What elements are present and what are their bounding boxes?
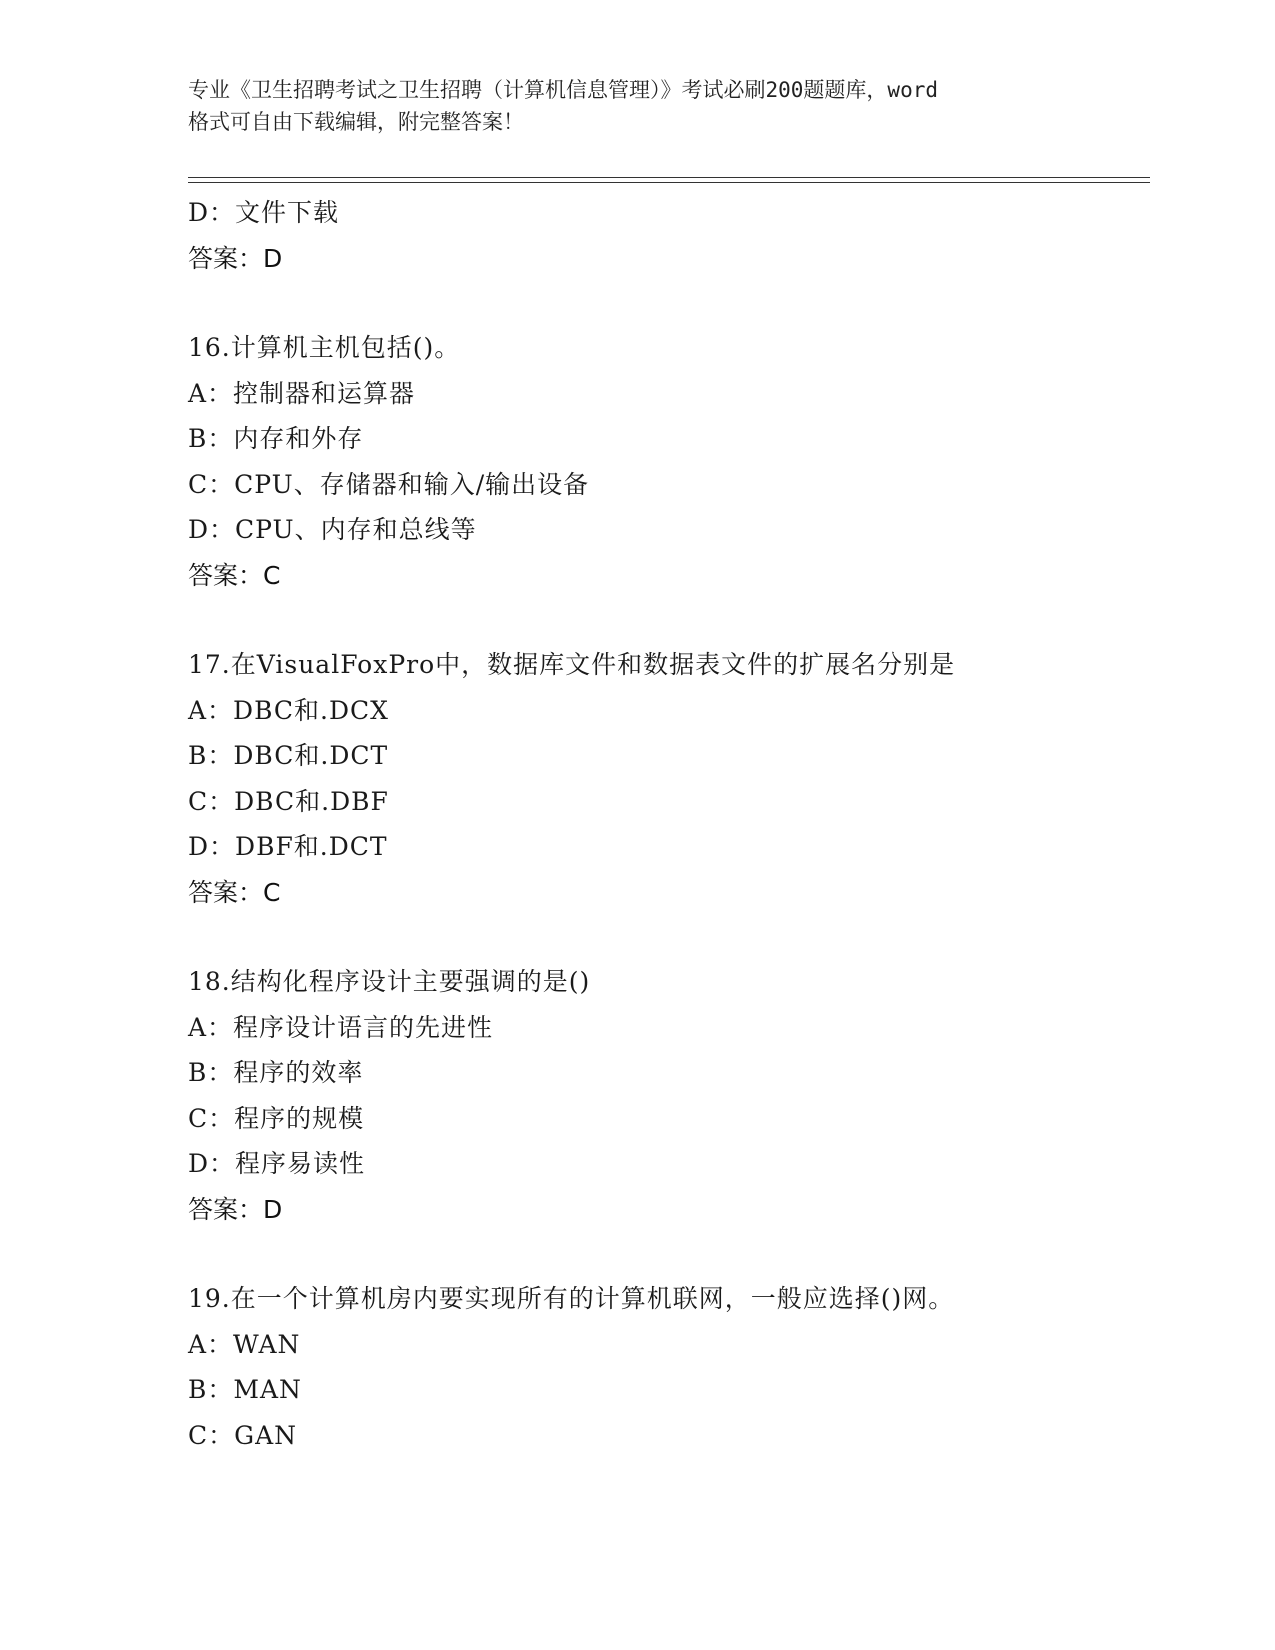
question-19 [188, 1276, 1148, 1458]
question-18 [188, 959, 1148, 1232]
option-c: C：DBC和.DBF [188, 786, 389, 816]
option-d: D：DBF和.DCT [188, 832, 388, 861]
option-c: C：程序的规模 [188, 1103, 365, 1133]
option-d: D：CPU、内存和总线等 [188, 515, 477, 544]
option-d: D：文件下载 [188, 198, 340, 227]
option-a: A：控制器和运算器 [188, 378, 416, 408]
option-a: A：WAN [188, 1329, 301, 1359]
header-line-2: 格式可自由下载编辑，附完整答案！ [188, 110, 524, 134]
question-stem: 17.在VisualFoxPro中，数据库文件和数据表文件的扩展名分别是 [188, 650, 956, 679]
question-stem: 16.计算机主机包括()。 [188, 333, 461, 362]
option-b: B：内存和外存 [188, 424, 364, 453]
header-divider-bottom [188, 182, 1150, 183]
option-a: A：DBC和.DCX [188, 695, 389, 725]
question-stem: 19.在一个计算机房内要实现所有的计算机联网，一般应选择()网。 [188, 1284, 955, 1313]
answer-line: 答案：C [188, 560, 281, 590]
option-c: C：GAN [188, 1420, 298, 1450]
option-a: A：程序设计语言的先进性 [188, 1012, 494, 1042]
option-b: B：程序的效率 [188, 1058, 364, 1087]
question-17 [188, 642, 1148, 915]
answer-line: 答案：D [188, 1194, 283, 1224]
question-stem: 18.结构化程序设计主要强调的是() [188, 967, 591, 996]
question-16 [188, 325, 1148, 598]
document-header [188, 74, 1088, 138]
header-line-1: 专业《卫生招聘考试之卫生招聘（计算机信息管理）》考试必刷200题题库，word [188, 78, 938, 102]
option-b: B：MAN [188, 1375, 302, 1404]
question-list [188, 190, 1148, 1458]
option-d: D：程序易读性 [188, 1149, 366, 1178]
answer-line: 答案：D [188, 243, 283, 273]
option-c: C：CPU、存储器和输入/输出设备 [188, 469, 590, 499]
option-b: B：DBC和.DCT [188, 741, 389, 770]
header-divider-top [188, 177, 1150, 178]
question-15-tail [188, 190, 1148, 281]
answer-line: 答案：C [188, 877, 281, 907]
